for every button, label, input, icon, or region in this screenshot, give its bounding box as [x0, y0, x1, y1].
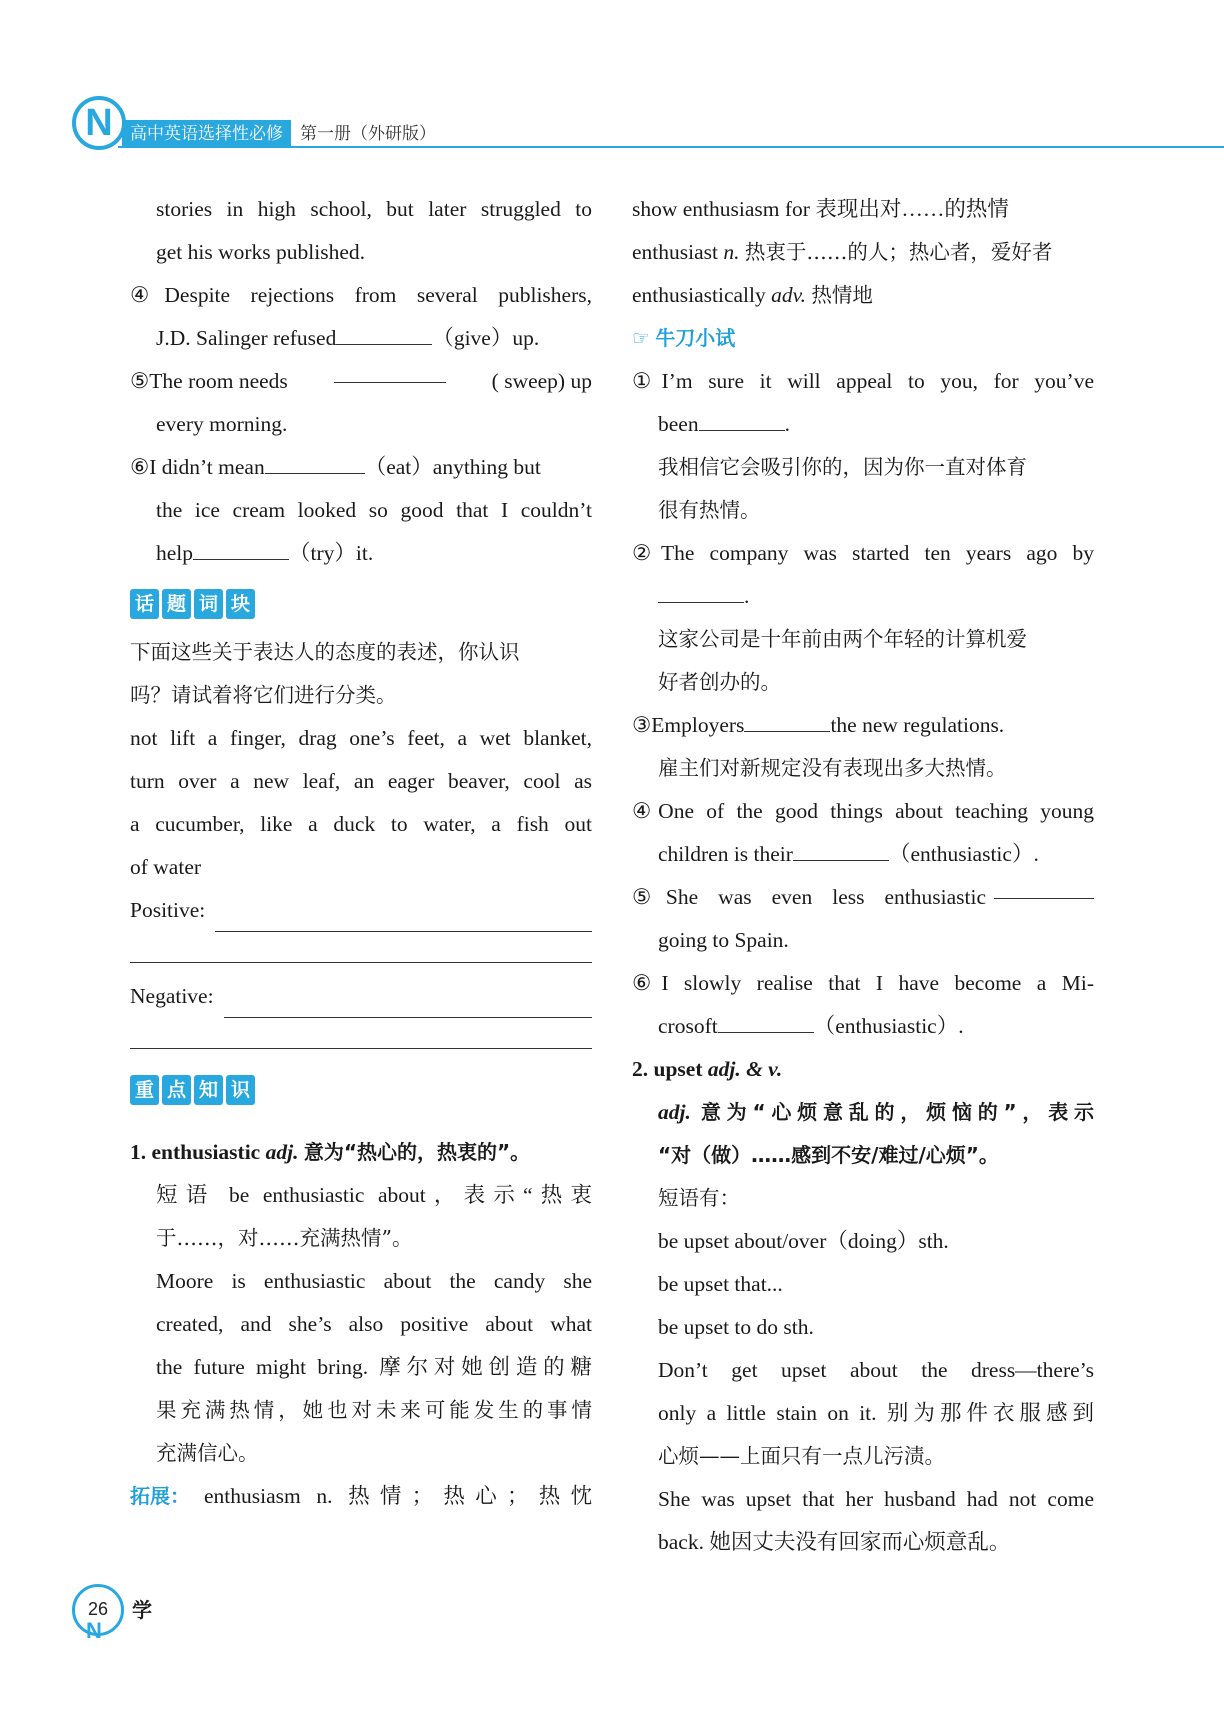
- text-line: 下面这些关于表达人的态度的表述，你认识: [130, 640, 520, 664]
- exercise-4-line: J.D. Salinger refused （give）up.: [130, 317, 592, 360]
- extend-line: 拓展： enthusiasm n. 热情；热心；热忱: [130, 1484, 592, 1508]
- text-line: every morning.: [156, 412, 288, 436]
- pointing-hand-icon: ☞: [632, 326, 650, 350]
- exercise-6-line: help （try）it.: [130, 532, 592, 575]
- text-line: of water: [130, 855, 202, 879]
- volume-title: 第一册（外研版）: [300, 124, 436, 144]
- answer-blank[interactable]: [744, 709, 830, 732]
- text-line: 短语有：: [658, 1186, 740, 1210]
- entry-heading: 1. enthusiastic adj. 意为“热心的，热衷的”。: [130, 1140, 531, 1164]
- text-line: 于……，对……充满热情”。: [156, 1226, 413, 1250]
- answer-blank[interactable]: [334, 360, 446, 383]
- positive-field[interactable]: Positive:: [130, 889, 592, 932]
- practice-heading: ☞ 牛刀小试: [632, 326, 736, 350]
- negative-field[interactable]: Negative:: [130, 975, 592, 1018]
- question-6: ⑥I slowly realise that I have become a Mi-: [632, 971, 1094, 995]
- n-logo-icon: N: [86, 1618, 102, 1643]
- question-5: ⑤She was even less enthusiastic: [632, 876, 1094, 919]
- text-line: 好者创办的。: [658, 670, 781, 694]
- answer-blank[interactable]: [658, 580, 744, 603]
- answer-blank[interactable]: [336, 322, 432, 345]
- text-line: going to Spain.: [658, 928, 789, 952]
- exercise-5: ⑤The room needs ( sweep) up: [130, 360, 592, 403]
- n-logo-icon: N: [72, 96, 126, 150]
- exercise-4: ④Despite rejections from several publishers,: [130, 283, 592, 307]
- text-line: 充满信心。: [156, 1441, 259, 1465]
- text-line: only a little stain on it. 别为那件衣服感到: [658, 1401, 1094, 1425]
- question-3: ③Employers the new regulations.: [632, 704, 1094, 747]
- key-knowledge-heading: 重 点 知 识: [130, 1075, 592, 1105]
- text-line: 果充满热情，她也对未来可能发生的事情: [156, 1398, 592, 1422]
- question-2: ②The company was started ten years ago by: [632, 541, 1094, 565]
- text-line: 很有热情。: [658, 498, 761, 522]
- text-line: stories in high school, but later struggled to: [156, 197, 592, 221]
- text-line: be upset to do sth.: [658, 1315, 814, 1339]
- text-line: get his works published.: [156, 240, 366, 264]
- text-line: the future might bring. 摩尔对她创造的糖: [156, 1355, 592, 1379]
- text-line: show enthusiasm for 表现出对……的热情: [632, 197, 1009, 221]
- topic-chunks-heading: 话 题 词 块: [130, 589, 592, 619]
- answer-blank[interactable]: [994, 876, 1094, 899]
- text-line: She was upset that her husband had not come: [658, 1487, 1094, 1511]
- answer-blank[interactable]: [718, 1010, 814, 1033]
- answer-blank[interactable]: [699, 408, 785, 431]
- exercise-6: ⑥I didn’t mean （eat）anything but: [130, 446, 592, 489]
- page-number: 26: [72, 1584, 124, 1636]
- text-line: be upset that...: [658, 1272, 783, 1296]
- text-line: back. 她因丈夫没有回家而心烦意乱。: [658, 1530, 1011, 1554]
- text-line: 心烦——上面只有一点儿污渍。: [658, 1444, 945, 1468]
- text-line: 短语 be enthusiastic about，表示“热衷: [156, 1183, 592, 1207]
- text-line: 这家公司是十年前由两个年轻的计算机爱: [658, 627, 1027, 651]
- right-column: [632, 188, 1094, 1564]
- page-header: [0, 0, 1224, 160]
- answer-line[interactable]: [130, 932, 592, 963]
- text-line: Don’t get upset about the dress—there’s: [658, 1358, 1094, 1382]
- text-line: 雇主们对新规定没有表现出多大热情。: [658, 756, 1007, 780]
- question-1: ①I’m sure it will appeal to you, for you’ve: [632, 369, 1094, 393]
- text-line: “对（做）……感到不安/难过/心烦”。: [658, 1143, 999, 1167]
- entry-heading: 2. upset adj. & v.: [632, 1057, 783, 1081]
- answer-blank[interactable]: [793, 838, 889, 861]
- answer-line[interactable]: [130, 1018, 592, 1049]
- question-4-line: children is their （enthusiastic）.: [632, 833, 1094, 876]
- footer-label: 学: [132, 1598, 152, 1622]
- text-line: be upset about/over（doing）sth.: [658, 1229, 949, 1253]
- answer-blank[interactable]: [193, 537, 289, 560]
- text-line: enthusiast n. 热衷于……的人；热心者，爱好者: [632, 240, 1053, 264]
- text-line: adj. 意为“心烦意乱的，烦恼的”，表示: [658, 1100, 1094, 1124]
- text-line: a cucumber, like a duck to water, a fish out: [130, 812, 592, 836]
- text-line: not lift a finger, drag one’s feet, a wet blanket,: [130, 726, 592, 750]
- series-title: 高中英语选择性必修: [122, 120, 291, 148]
- text-line: 我相信它会吸引你的，因为你一直对体育: [658, 455, 1027, 479]
- question-4: ④One of the good things about teaching young: [632, 799, 1094, 823]
- text-line: Moore is enthusiastic about the candy she: [156, 1269, 592, 1293]
- text-line: created, and she’s also positive about what: [156, 1312, 592, 1336]
- left-column: [130, 188, 592, 1518]
- question-2-line: .: [632, 575, 1094, 618]
- text-line: enthusiastically adv. 热情地: [632, 283, 873, 307]
- question-1-line: been .: [632, 403, 1094, 446]
- question-6-line: crosoft （enthusiastic）.: [632, 1005, 1094, 1048]
- text-line: 吗？请试着将它们进行分类。: [130, 683, 397, 707]
- answer-blank[interactable]: [265, 451, 365, 474]
- text-line: the ice cream looked so good that I couldn’t: [156, 498, 592, 522]
- text-line: turn over a new leaf, an eager beaver, cool as: [130, 769, 592, 793]
